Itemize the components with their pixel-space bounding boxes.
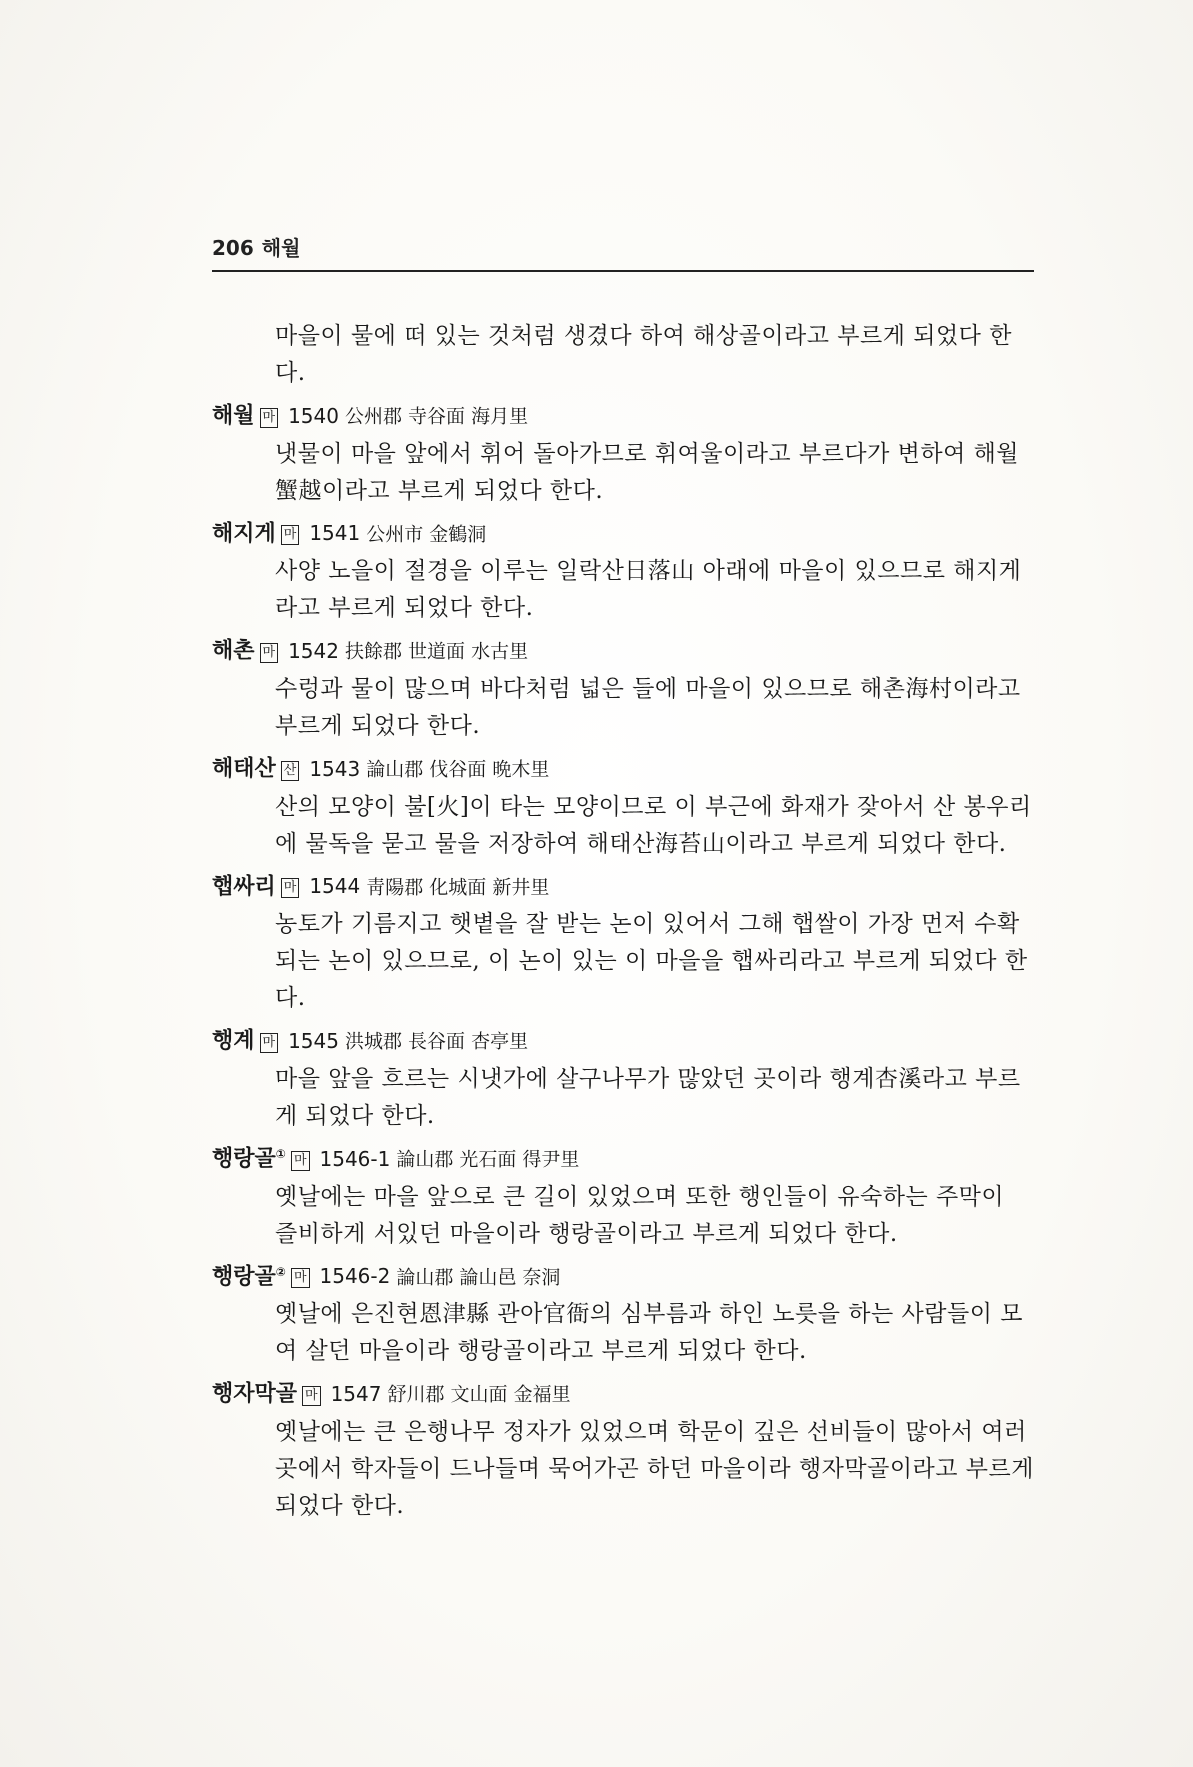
entry-name: 행자막골 — [212, 1381, 298, 1407]
entry-number: 1547 — [330, 1381, 382, 1406]
running-title: 해월 — [261, 236, 301, 260]
entry-address: 論山郡 論山邑 奈洞 — [396, 1266, 561, 1289]
entry-address: 論山郡 光石面 得尹里 — [396, 1148, 580, 1171]
entry-text: 옛날에는 마을 앞으로 큰 길이 있었으며 또한 행인들이 유숙하는 주막이 즐비하게 서있던 마을이라 행랑골이라고 부르게 되었다 한다. — [275, 1183, 1005, 1247]
entry-number: 1546-1 — [319, 1146, 391, 1171]
entry-name: 해월 — [212, 403, 255, 429]
entry-number: 1544 — [309, 874, 361, 899]
entry-heading — [212, 510, 1034, 554]
entry-address: 公州市 金鶴洞 — [366, 523, 487, 546]
entry-number: 1542 — [288, 638, 339, 663]
entry-name: 행랑골 — [212, 1146, 276, 1172]
page-number: 206 — [212, 236, 254, 260]
entry-heading — [212, 1017, 1034, 1061]
entry-name: 행랑골 — [212, 1264, 276, 1290]
entry-address: 公州郡 寺谷面 海月里 — [344, 405, 529, 428]
entry-number: 1541 — [309, 521, 361, 546]
page-header — [212, 232, 1034, 261]
entry-text: 산의 모양이 불[火]이 타는 모양이므로 이 부근에 화재가 잦아서 산 봉우리에 물독을 묻고 물을 저장하여 해태산海苔山이라고 부르게 되었다 한다. — [275, 793, 1032, 857]
entry-number: 1546-2 — [319, 1264, 391, 1289]
kind-badge: 마 — [260, 1033, 279, 1053]
entry-heading — [212, 1370, 1034, 1414]
entry-number: 1545 — [288, 1028, 339, 1053]
entry-1544 — [212, 863, 1034, 1018]
entry-text: 마을 앞을 흐르는 시냇가에 살구나무가 많았던 곳이라 행계杏溪라고 부르게 되었다 한다. — [275, 1065, 1021, 1129]
entry-1541 — [212, 510, 1034, 628]
entry-1546-1 — [212, 1135, 1034, 1253]
entry-text: 수렁과 물이 많으며 바다처럼 넓은 들에 마을이 있으므로 해촌海村이라고 부르게 되었다 한다. — [275, 675, 1021, 739]
entry-1540 — [212, 392, 1034, 510]
kind-badge: 마 — [291, 1151, 310, 1171]
entry-address: 靑陽郡 化城面 新井里 — [366, 876, 550, 899]
continued-text: 마을이 물에 떠 있는 것처럼 생겼다 하여 해상골이라고 부르게 되었다 한다. — [275, 323, 1012, 386]
entry-name: 해지게 — [212, 521, 276, 547]
entry-1547 — [212, 1370, 1034, 1525]
entry-address: 論山郡 伐谷面 晩木里 — [366, 758, 550, 781]
entry-1545 — [212, 1017, 1034, 1135]
kind-badge: 마 — [260, 643, 279, 663]
entry-name: 햅싸리 — [212, 874, 276, 900]
entry-heading — [212, 1135, 1034, 1179]
entry-number: 1540 — [288, 403, 339, 428]
entry-heading — [212, 627, 1034, 671]
entry-1542 — [212, 627, 1034, 745]
entry-1546-2 — [212, 1253, 1034, 1371]
dictionary-body — [212, 318, 1034, 1525]
kind-badge: 마 — [260, 408, 279, 428]
entry-number: 1543 — [309, 756, 361, 781]
entry-text: 농토가 기름지고 햇볕을 잘 받는 논이 있어서 그해 햅쌀이 가장 먼저 수확되는 논이 있으므로, 이 논이 있는 이 마을을 햅싸리라고 부르게 되었다 한다. — [275, 911, 1028, 1012]
entry-index: ② — [275, 1264, 286, 1279]
entry-address: 洪城郡 長谷面 杏亭里 — [344, 1030, 529, 1053]
entry-name: 해촌 — [212, 638, 255, 664]
header-rule — [212, 270, 1034, 272]
entry-address: 扶餘郡 世道面 水古里 — [344, 640, 529, 663]
kind-badge: 산 — [281, 761, 300, 781]
entry-text: 옛날에는 큰 은행나무 정자가 있었으며 학문이 깊은 선비들이 많아서 여러 곳에서 학자들이 드나들며 묵어가곤 하던 마을이라 행자막골이라고 부르게 되었다 한다. — [275, 1418, 1034, 1519]
entry-address: 舒川郡 文山面 金福里 — [387, 1383, 571, 1406]
entry-text: 냇물이 마을 앞에서 휘어 돌아가므로 휘여울이라고 부르다가 변하여 해월蟹越이라고 부르게 되었다 한다. — [275, 440, 1020, 504]
entry-name: 행계 — [212, 1028, 255, 1054]
entry-heading — [212, 863, 1034, 907]
entry-text: 사양 노을이 절경을 이루는 일락산日落山 아래에 마을이 있으므로 해지게라고 부르게 되었다 한다. — [275, 558, 1022, 622]
entry-heading — [212, 745, 1034, 789]
entry-heading — [212, 392, 1034, 436]
entry-index: ① — [275, 1146, 286, 1161]
entry-heading — [212, 1253, 1034, 1297]
kind-badge: 마 — [302, 1386, 321, 1406]
kind-badge: 마 — [281, 525, 300, 545]
kind-badge: 마 — [291, 1268, 310, 1288]
entry-1543 — [212, 745, 1034, 863]
entry-text: 옛날에 은진현恩津縣 관아官衙의 심부름과 하인 노릇을 하는 사람들이 모여 살던 마을이라 행랑골이라고 부르게 되었다 한다. — [275, 1301, 1023, 1365]
entry-name: 해태산 — [212, 756, 276, 782]
kind-badge: 마 — [281, 878, 300, 898]
